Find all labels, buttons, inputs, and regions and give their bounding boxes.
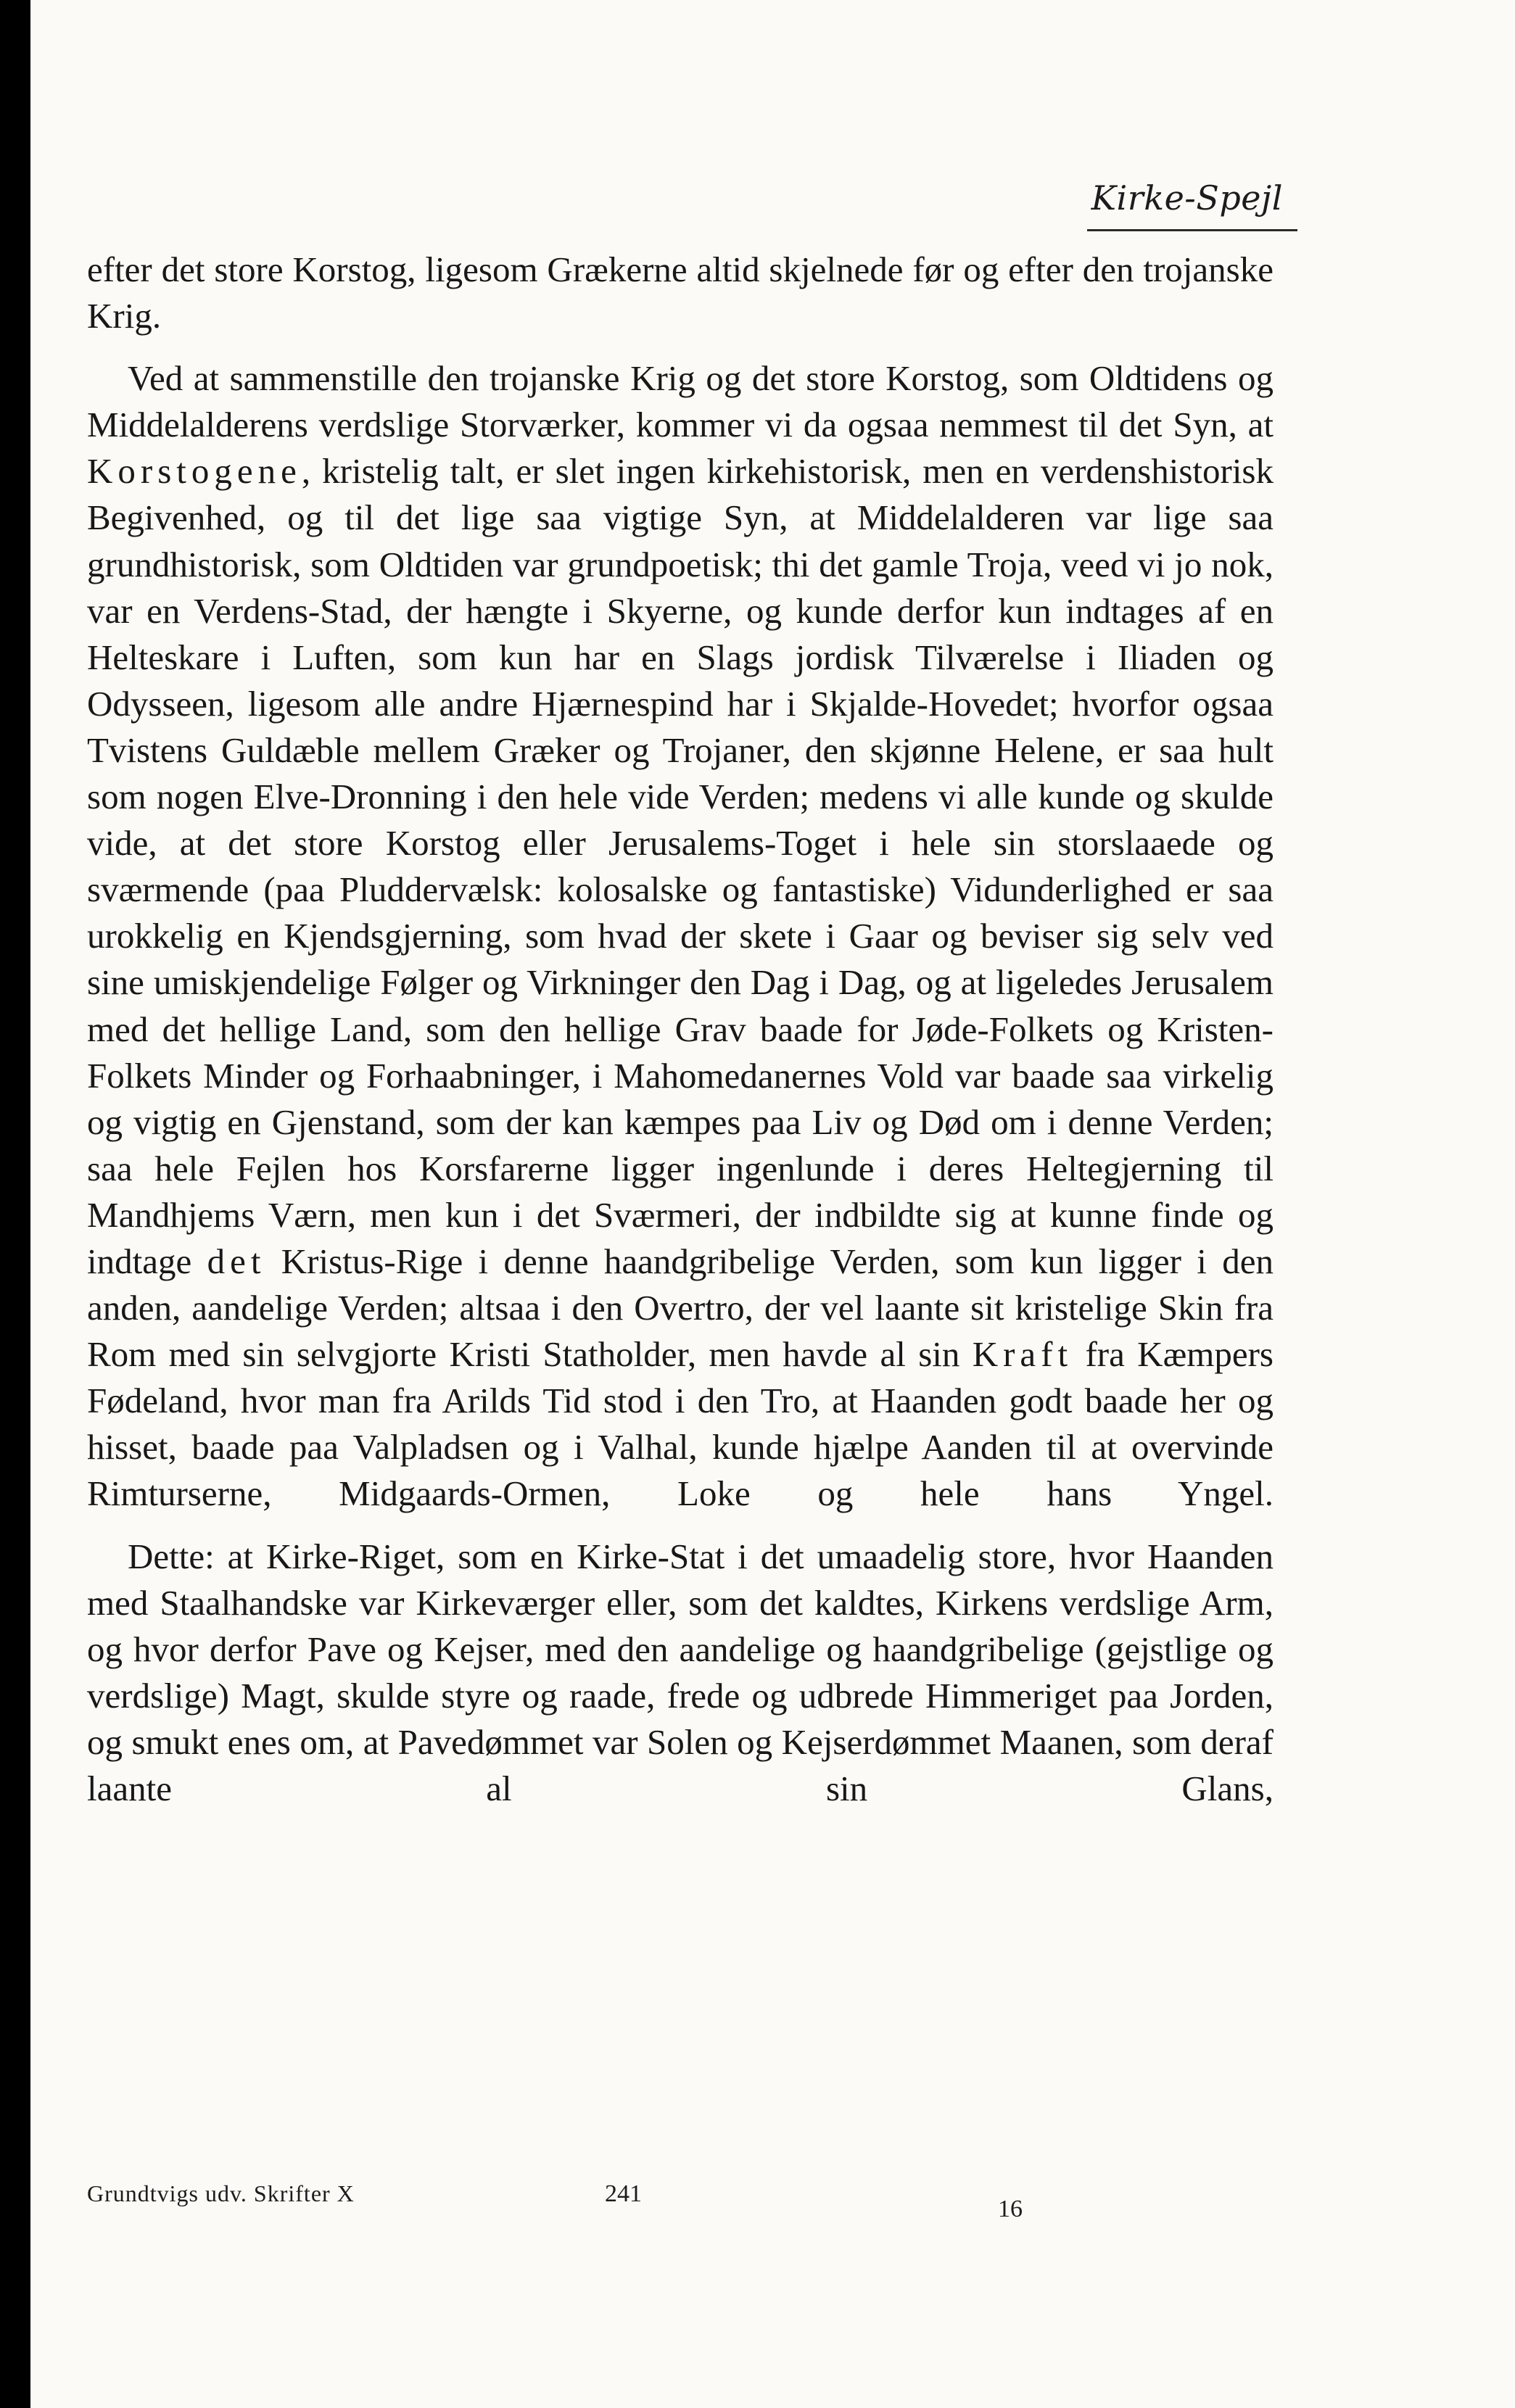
- paragraph-text: fra Kæmpers Fødeland, hvor man fra Arilds Tid stod i den Tro, at Haanden godt baade her og hisset, baade paa Valpladsen og i Valhal, kunde hjælpe Aanden til at overvinde Rimturserne, Midgaards-Ormen, Loke og hele hans Yngel.: [87, 1334, 1273, 1514]
- emphasis-kraft: Kraft: [972, 1334, 1073, 1375]
- signature-mark: 16: [998, 2196, 1023, 2222]
- footer-collection: Grundtvigs udv. Skrifter X: [87, 2180, 355, 2206]
- book-page: [30, 0, 1515, 2408]
- page-number: 241: [605, 2180, 642, 2207]
- running-title: Kirke-Spejl: [1091, 178, 1283, 218]
- paragraph-text: , kristelig talt, er slet ingen kirkehistorisk, men en verdenshistorisk Begivenhed, og til det lige saa vigtige Syn, at Middelalderen var lige saa grundhistorisk, som Oldtiden var grundpoetisk; thi det gamle Troja, veed vi jo nok, var en Verdens-Stad, der hængte i Skyerne, og kunde derfor kun indtages af en Helteskare i Luften, som kun har en Slags jordisk Tilværelse i Iliaden og Odysseen, ligesom alle andre Hjærnespind har i Skjalde-Hovedet; hvorfor ogsaa Tvistens Guldæble mellem Græker og Trojaner, den skjønne Helene, er saa hult som nogen Elve-Dronning i den hele vide Verden; medens vi alle kunde og skulde vide, at det store Korstog eller Jerusalems-Toget i hele sin storslaaede og sværmende (paa Pluddervælsk: kolosalske og fantastiske) Vidunderlighed er saa urokkelig en Kjendsgjerning, som hvad der skete i Gaar og beviser sig selv ved sine umiskjendelige Følger og Virkninger den Dag i Dag, og at ligeledes Jerusalem med det hellige Land, som den hellige Grav baade for Jøde-Folkets og Kristen-Folkets Minder og Forhaabninger, i Mahomedanernes Vold var baade saa virkelig og vigtig en Gjenstand, som der kan kæmpes paa Liv og Død om i denne Verden; saa hele Fejlen hos Korsfarerne ligger ingenlunde i deres Heltegjerning til Mandhjems Værn, men kun i det Sværmeri, der indbildte sig at kunne finde og indtage: [87, 451, 1273, 1281]
- paragraph-text: Kristus-Rige i denne haandgribelige Verden, som kun ligger i den anden, aandelige Verden; altsaa i den Overtro, der vel laante sit kristelige Skin fra Rom med sin selvgjorte Kristi Statholder, men havde al sin: [87, 1241, 1274, 1375]
- paragraph-korstog: [87, 355, 1273, 1517]
- emphasis-korstogene: Korstogene: [87, 451, 302, 492]
- emphasis-det: det: [207, 1241, 266, 1281]
- body-text: [87, 247, 1273, 2139]
- header-rule: [1087, 229, 1297, 231]
- paragraph-kirke-riget: Dette: at Kirke-Riget, som en Kirke-Stat i det umaadelig store, hvor Haanden med Staalhandske var Kirkeværger eller, som det kaldtes, Kirkens verdslige Arm, og hvor derfor Pave og Kejser, med den aandelige og haandgribelige (gejstlige og verdslige) Magt, skulde styre og raade, frede og udbrede Himmeriget paa Jorden, og smukt enes om, at Pavedømmet var Solen og Kejserdømmet Maanen, som deraf laante al sin Glans,: [87, 1536, 1273, 1808]
- paragraph-continuation: efter det store Korstog, ligesom Grækerne altid skjelnede før og efter den trojanske Krig.: [87, 249, 1273, 336]
- paragraph-text: Ved at sammenstille den trojanske Krig og det store Korstog, som Oldtidens og Middelalderens verdslige Storværker, kommer vi da ogsaa nemmest til det Syn, at: [87, 358, 1273, 445]
